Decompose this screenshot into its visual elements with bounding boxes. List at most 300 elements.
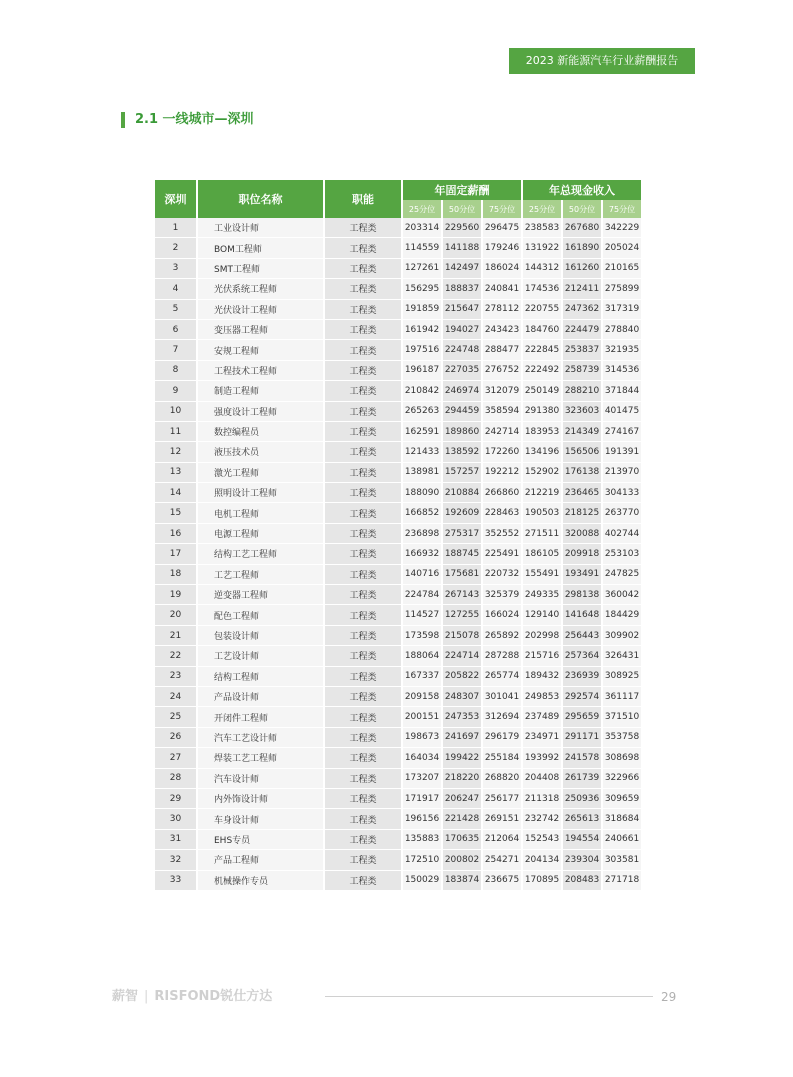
cell-cash-p50: 320088: [563, 524, 601, 544]
cell-fixed-p25: 156295: [403, 279, 441, 299]
cell-fixed-p50: 229560: [443, 218, 481, 238]
cell-cash-p50: 141648: [563, 605, 601, 625]
cell-position: 汽车工艺设计师: [198, 728, 323, 748]
cell-rank: 31: [155, 830, 196, 850]
cell-cash-p25: 249853: [523, 687, 561, 707]
cell-fixed-p50: 138592: [443, 442, 481, 462]
cell-fixed-p50: 206247: [443, 789, 481, 809]
cell-cash-p50: 239304: [563, 850, 601, 870]
table-row: [155, 238, 641, 258]
cell-cash-p75: 402744: [603, 524, 641, 544]
cell-rank: 4: [155, 279, 196, 299]
cell-position: 工程技术工程师: [198, 361, 323, 381]
footer-brand: [112, 988, 272, 1006]
cell-fixed-p75: 265774: [483, 667, 521, 687]
cell-cash-p25: 129140: [523, 605, 561, 625]
cell-fixed-p50: 142497: [443, 259, 481, 279]
cell-fixed-p50: 215078: [443, 626, 481, 646]
table-row: [155, 850, 641, 870]
cell-rank: 26: [155, 728, 196, 748]
cell-rank: 21: [155, 626, 196, 646]
cell-fixed-p75: 325379: [483, 585, 521, 605]
cell-fixed-p50: 241697: [443, 728, 481, 748]
cell-cash-p75: 318684: [603, 809, 641, 829]
cell-fixed-p75: 254271: [483, 850, 521, 870]
cell-rank: 19: [155, 585, 196, 605]
cell-function: 工程类: [325, 300, 401, 320]
table-row: [155, 402, 641, 422]
cell-function: 工程类: [325, 789, 401, 809]
cell-fixed-p25: 209158: [403, 687, 441, 707]
cell-fixed-p75: 268820: [483, 769, 521, 789]
cell-cash-p75: 210165: [603, 259, 641, 279]
cell-cash-p75: 184429: [603, 605, 641, 625]
cell-cash-p25: 211318: [523, 789, 561, 809]
cell-position: SMT工程师: [198, 259, 323, 279]
cell-function: 工程类: [325, 503, 401, 523]
cell-rank: 23: [155, 667, 196, 687]
cell-function: 工程类: [325, 850, 401, 870]
cell-fixed-p25: 173598: [403, 626, 441, 646]
cell-cash-p25: 222492: [523, 361, 561, 381]
cell-position: BOM工程师: [198, 238, 323, 258]
cell-position: 工艺设计师: [198, 646, 323, 666]
cell-position: 结构工艺工程师: [198, 544, 323, 564]
cell-fixed-p50: 267143: [443, 585, 481, 605]
cell-fixed-p50: 157257: [443, 463, 481, 483]
cell-cash-p75: 278840: [603, 320, 641, 340]
header-cash-p50: 50分位: [563, 200, 601, 218]
cell-function: 工程类: [325, 769, 401, 789]
cell-cash-p75: 360042: [603, 585, 641, 605]
cell-cash-p25: 144312: [523, 259, 561, 279]
cell-cash-p50: 261739: [563, 769, 601, 789]
cell-cash-p75: 321935: [603, 340, 641, 360]
brand-logo-xinzhi: 薪智: [112, 989, 139, 1004]
table-row: [155, 218, 641, 238]
cell-function: 工程类: [325, 687, 401, 707]
cell-fixed-p75: 186024: [483, 259, 521, 279]
table-row: [155, 707, 641, 727]
cell-function: 工程类: [325, 463, 401, 483]
cell-cash-p50: 250936: [563, 789, 601, 809]
cell-function: 工程类: [325, 259, 401, 279]
header-fixed-pay: 年固定薪酬: [403, 180, 521, 200]
cell-cash-p25: 232742: [523, 809, 561, 829]
cell-fixed-p50: 188837: [443, 279, 481, 299]
table-row: [155, 728, 641, 748]
cell-cash-p50: 291171: [563, 728, 601, 748]
cell-function: 工程类: [325, 667, 401, 687]
cell-position: 变压器工程师: [198, 320, 323, 340]
cell-cash-p25: 190503: [523, 503, 561, 523]
cell-fixed-p75: 212064: [483, 830, 521, 850]
table-row: [155, 381, 641, 401]
cell-function: 工程类: [325, 565, 401, 585]
cell-cash-p75: 371510: [603, 707, 641, 727]
cell-fixed-p25: 188064: [403, 646, 441, 666]
table-row: [155, 361, 641, 381]
cell-cash-p75: 263770: [603, 503, 641, 523]
cell-rank: 8: [155, 361, 196, 381]
cell-fixed-p75: 312694: [483, 707, 521, 727]
cell-fixed-p25: 138981: [403, 463, 441, 483]
cell-cash-p50: 247362: [563, 300, 601, 320]
table-row: [155, 259, 641, 279]
cell-fixed-p50: 218220: [443, 769, 481, 789]
cell-fixed-p25: 121433: [403, 442, 441, 462]
cell-fixed-p75: 172260: [483, 442, 521, 462]
cell-function: 工程类: [325, 279, 401, 299]
cell-cash-p25: 220755: [523, 300, 561, 320]
cell-cash-p25: 237489: [523, 707, 561, 727]
cell-position: 数控编程员: [198, 422, 323, 442]
cell-cash-p75: 247825: [603, 565, 641, 585]
cell-rank: 16: [155, 524, 196, 544]
cell-cash-p50: 193491: [563, 565, 601, 585]
table-row: [155, 422, 641, 442]
cell-position: 电源工程师: [198, 524, 323, 544]
table-body: [155, 218, 641, 891]
cell-fixed-p25: 200151: [403, 707, 441, 727]
cell-fixed-p50: 294459: [443, 402, 481, 422]
cell-position: 强度设计工程师: [198, 402, 323, 422]
cell-cash-p75: 240661: [603, 830, 641, 850]
cell-fixed-p25: 224784: [403, 585, 441, 605]
cell-rank: 2: [155, 238, 196, 258]
cell-fixed-p25: 114559: [403, 238, 441, 258]
cell-cash-p75: 304133: [603, 483, 641, 503]
table-row: [155, 626, 641, 646]
cell-cash-p25: 152543: [523, 830, 561, 850]
cell-position: 液压技术员: [198, 442, 323, 462]
cell-function: 工程类: [325, 809, 401, 829]
cell-fixed-p75: 287288: [483, 646, 521, 666]
cell-rank: 29: [155, 789, 196, 809]
cell-fixed-p25: 236898: [403, 524, 441, 544]
cell-function: 工程类: [325, 748, 401, 768]
header-city: 深圳: [155, 180, 196, 218]
cell-cash-p75: 353758: [603, 728, 641, 748]
cell-cash-p25: 222845: [523, 340, 561, 360]
cell-fixed-p50: 224714: [443, 646, 481, 666]
cell-fixed-p25: 166932: [403, 544, 441, 564]
cell-fixed-p75: 278112: [483, 300, 521, 320]
cell-rank: 28: [155, 769, 196, 789]
cell-function: 工程类: [325, 483, 401, 503]
header-total-cash: 年总现金收入: [523, 180, 641, 200]
cell-cash-p25: 152902: [523, 463, 561, 483]
cell-fixed-p25: 164034: [403, 748, 441, 768]
cell-cash-p75: 317319: [603, 300, 641, 320]
cell-cash-p75: 326431: [603, 646, 641, 666]
report-title-badge: 2023 新能源汽车行业薪酬报告: [509, 48, 695, 74]
cell-fixed-p50: 248307: [443, 687, 481, 707]
table-row: [155, 667, 641, 687]
cell-fixed-p25: 203314: [403, 218, 441, 238]
cell-rank: 11: [155, 422, 196, 442]
cell-cash-p50: 265613: [563, 809, 601, 829]
cell-cash-p50: 258739: [563, 361, 601, 381]
cell-position: 光伏系统工程师: [198, 279, 323, 299]
brand-logo-risfond: RISFOND锐仕方达: [154, 989, 273, 1004]
cell-function: 工程类: [325, 585, 401, 605]
table-row: [155, 605, 641, 625]
cell-fixed-p25: 173207: [403, 769, 441, 789]
cell-cash-p50: 292574: [563, 687, 601, 707]
cell-cash-p50: 194554: [563, 830, 601, 850]
cell-position: 产品工程师: [198, 850, 323, 870]
cell-cash-p75: 308698: [603, 748, 641, 768]
cell-function: 工程类: [325, 728, 401, 748]
cell-cash-p75: 191391: [603, 442, 641, 462]
table-row: [155, 463, 641, 483]
cell-position: 光伏设计工程师: [198, 300, 323, 320]
cell-fixed-p50: 183874: [443, 871, 481, 891]
cell-cash-p50: 161260: [563, 259, 601, 279]
cell-fixed-p75: 228463: [483, 503, 521, 523]
cell-cash-p75: 314536: [603, 361, 641, 381]
cell-fixed-p25: 172510: [403, 850, 441, 870]
cell-fixed-p75: 276752: [483, 361, 521, 381]
cell-fixed-p75: 352552: [483, 524, 521, 544]
table-row: [155, 687, 641, 707]
cell-function: 工程类: [325, 605, 401, 625]
cell-function: 工程类: [325, 422, 401, 442]
cell-function: 工程类: [325, 238, 401, 258]
cell-position: 工业设计师: [198, 218, 323, 238]
cell-cash-p75: 322966: [603, 769, 641, 789]
table-row: [155, 830, 641, 850]
cell-fixed-p50: 175681: [443, 565, 481, 585]
table-row: [155, 646, 641, 666]
cell-cash-p75: 274167: [603, 422, 641, 442]
table-row: [155, 340, 641, 360]
cell-fixed-p25: 210842: [403, 381, 441, 401]
cell-cash-p50: 295659: [563, 707, 601, 727]
section-marker: [121, 112, 125, 128]
cell-cash-p75: 213970: [603, 463, 641, 483]
cell-cash-p25: 155491: [523, 565, 561, 585]
cell-cash-p75: 308925: [603, 667, 641, 687]
table-row: [155, 565, 641, 585]
table-row: [155, 789, 641, 809]
section-title-text: 2.1 一线城市—深圳: [135, 112, 254, 127]
cell-position: 逆变器工程师: [198, 585, 323, 605]
cell-rank: 1: [155, 218, 196, 238]
cell-rank: 9: [155, 381, 196, 401]
cell-cash-p50: 257364: [563, 646, 601, 666]
cell-function: 工程类: [325, 320, 401, 340]
cell-cash-p50: 241578: [563, 748, 601, 768]
cell-cash-p50: 323603: [563, 402, 601, 422]
cell-fixed-p50: 199422: [443, 748, 481, 768]
cell-cash-p25: 291380: [523, 402, 561, 422]
cell-cash-p50: 208483: [563, 871, 601, 891]
cell-fixed-p75: 179246: [483, 238, 521, 258]
cell-position: 开闭件工程师: [198, 707, 323, 727]
cell-rank: 10: [155, 402, 196, 422]
cell-fixed-p50: 247353: [443, 707, 481, 727]
cell-cash-p50: 236465: [563, 483, 601, 503]
cell-position: 包装设计师: [198, 626, 323, 646]
cell-rank: 33: [155, 871, 196, 891]
cell-fixed-p75: 296475: [483, 218, 521, 238]
table-row: [155, 483, 641, 503]
cell-rank: 27: [155, 748, 196, 768]
cell-function: 工程类: [325, 626, 401, 646]
cell-rank: 5: [155, 300, 196, 320]
table-row: [155, 809, 641, 829]
cell-cash-p50: 298138: [563, 585, 601, 605]
cell-cash-p25: 250149: [523, 381, 561, 401]
cell-fixed-p75: 266860: [483, 483, 521, 503]
cell-fixed-p75: 225491: [483, 544, 521, 564]
cell-fixed-p75: 288477: [483, 340, 521, 360]
cell-cash-p25: 212219: [523, 483, 561, 503]
cell-position: 电机工程师: [198, 503, 323, 523]
cell-fixed-p25: 140716: [403, 565, 441, 585]
cell-cash-p75: 401475: [603, 402, 641, 422]
footer-rule: [325, 996, 653, 997]
cell-fixed-p25: 127261: [403, 259, 441, 279]
cell-cash-p75: 303581: [603, 850, 641, 870]
table-row: [155, 769, 641, 789]
cell-fixed-p75: 269151: [483, 809, 521, 829]
cell-position: 安规工程师: [198, 340, 323, 360]
header-position: 职位名称: [198, 180, 323, 218]
cell-position: 制造工程师: [198, 381, 323, 401]
cell-fixed-p75: 296179: [483, 728, 521, 748]
cell-rank: 32: [155, 850, 196, 870]
table-row: [155, 503, 641, 523]
cell-position: 焊装工艺工程师: [198, 748, 323, 768]
cell-rank: 15: [155, 503, 196, 523]
cell-function: 工程类: [325, 442, 401, 462]
header-fixed-p25: 25分位: [403, 200, 441, 218]
cell-rank: 12: [155, 442, 196, 462]
cell-cash-p25: 184760: [523, 320, 561, 340]
cell-rank: 20: [155, 605, 196, 625]
cell-cash-p50: 218125: [563, 503, 601, 523]
cell-cash-p25: 134196: [523, 442, 561, 462]
cell-rank: 22: [155, 646, 196, 666]
cell-position: 产品设计师: [198, 687, 323, 707]
cell-cash-p25: 204408: [523, 769, 561, 789]
cell-fixed-p25: 171917: [403, 789, 441, 809]
cell-fixed-p75: 312079: [483, 381, 521, 401]
cell-rank: 3: [155, 259, 196, 279]
table-row: [155, 279, 641, 299]
page-number: 29: [661, 990, 677, 1004]
cell-fixed-p75: 256177: [483, 789, 521, 809]
cell-function: 工程类: [325, 830, 401, 850]
table-row: [155, 300, 641, 320]
cell-position: 结构工程师: [198, 667, 323, 687]
cell-position: 汽车设计师: [198, 769, 323, 789]
cell-function: 工程类: [325, 544, 401, 564]
cell-fixed-p25: 196156: [403, 809, 441, 829]
cell-fixed-p75: 242714: [483, 422, 521, 442]
cell-function: 工程类: [325, 402, 401, 422]
cell-fixed-p75: 243423: [483, 320, 521, 340]
cell-cash-p75: 253103: [603, 544, 641, 564]
cell-cash-p50: 176138: [563, 463, 601, 483]
cell-rank: 18: [155, 565, 196, 585]
cell-cash-p75: 271718: [603, 871, 641, 891]
cell-rank: 13: [155, 463, 196, 483]
header-fixed-p50: 50分位: [443, 200, 481, 218]
cell-fixed-p75: 166024: [483, 605, 521, 625]
cell-fixed-p75: 240841: [483, 279, 521, 299]
cell-position: 照明设计工程师: [198, 483, 323, 503]
cell-fixed-p25: 265263: [403, 402, 441, 422]
cell-fixed-p75: 255184: [483, 748, 521, 768]
cell-cash-p25: 193992: [523, 748, 561, 768]
table-row: [155, 585, 641, 605]
cell-cash-p75: 371844: [603, 381, 641, 401]
cell-function: 工程类: [325, 381, 401, 401]
cell-cash-p25: 186105: [523, 544, 561, 564]
cell-function: 工程类: [325, 218, 401, 238]
cell-rank: 7: [155, 340, 196, 360]
cell-fixed-p25: 188090: [403, 483, 441, 503]
cell-cash-p50: 288210: [563, 381, 601, 401]
cell-cash-p25: 202998: [523, 626, 561, 646]
cell-rank: 17: [155, 544, 196, 564]
cell-position: 车身设计师: [198, 809, 323, 829]
cell-function: 工程类: [325, 524, 401, 544]
table-row: [155, 871, 641, 891]
cell-function: 工程类: [325, 707, 401, 727]
cell-position: 配色工程师: [198, 605, 323, 625]
cell-cash-p50: 256443: [563, 626, 601, 646]
cell-position: 工艺工程师: [198, 565, 323, 585]
brand-divider: |: [144, 989, 149, 1004]
cell-cash-p50: 212411: [563, 279, 601, 299]
cell-fixed-p25: 191859: [403, 300, 441, 320]
cell-fixed-p50: 200802: [443, 850, 481, 870]
cell-fixed-p75: 358594: [483, 402, 521, 422]
header-cash-p25: 25分位: [523, 200, 561, 218]
cell-fixed-p25: 135883: [403, 830, 441, 850]
cell-cash-p25: 189432: [523, 667, 561, 687]
cell-fixed-p25: 161942: [403, 320, 441, 340]
cell-fixed-p50: 194027: [443, 320, 481, 340]
cell-cash-p75: 309659: [603, 789, 641, 809]
cell-cash-p50: 214349: [563, 422, 601, 442]
cell-cash-p25: 215716: [523, 646, 561, 666]
cell-rank: 6: [155, 320, 196, 340]
cell-rank: 25: [155, 707, 196, 727]
table-row: [155, 748, 641, 768]
salary-table: [153, 180, 643, 891]
cell-fixed-p75: 301041: [483, 687, 521, 707]
cell-fixed-p25: 197516: [403, 340, 441, 360]
cell-position: 机械操作专员: [198, 871, 323, 891]
cell-cash-p25: 174536: [523, 279, 561, 299]
cell-cash-p50: 236939: [563, 667, 601, 687]
cell-cash-p50: 267680: [563, 218, 601, 238]
cell-fixed-p25: 167337: [403, 667, 441, 687]
cell-fixed-p25: 162591: [403, 422, 441, 442]
cell-fixed-p50: 189860: [443, 422, 481, 442]
cell-rank: 14: [155, 483, 196, 503]
header-function: 职能: [325, 180, 401, 218]
cell-cash-p25: 249335: [523, 585, 561, 605]
cell-position: 内外饰设计师: [198, 789, 323, 809]
cell-function: 工程类: [325, 871, 401, 891]
